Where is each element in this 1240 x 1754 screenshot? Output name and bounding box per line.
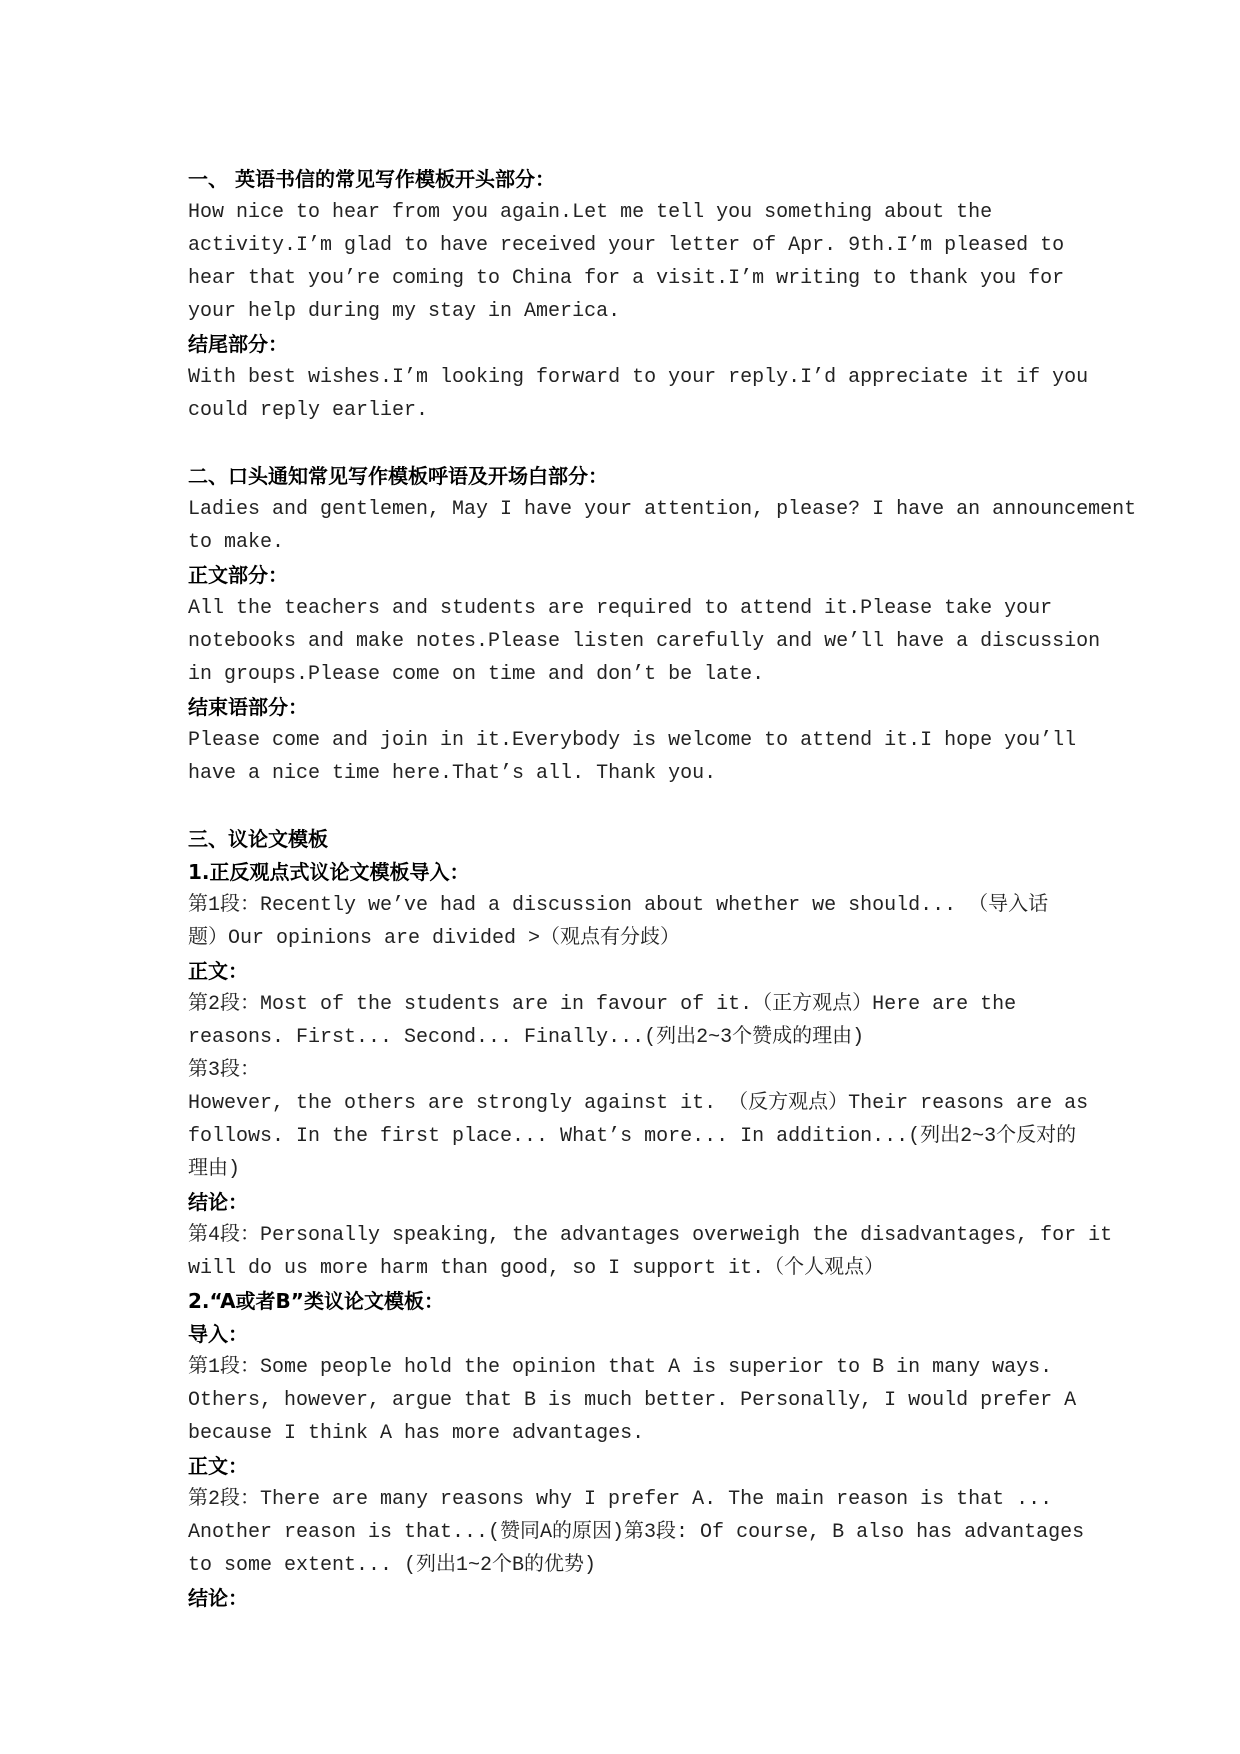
paragraph-gap: [188, 427, 1068, 460]
text-line: because I think A has more advantages.: [188, 1422, 645, 1445]
sub2-conclusion-label: 结论：: [188, 1586, 248, 1610]
text-line: However, the others are strongly against it. （反方观点）Their reasons are as: [188, 1092, 1089, 1115]
text-line: 第2段：Most of the students are in favour of it.（正方观点）Here are the: [188, 993, 1017, 1016]
section2-body-label: 正文部分：: [188, 563, 288, 587]
text-line: activity.I’m glad to have received your letter of Apr. 9th.I’m pleased to: [188, 234, 1065, 257]
text-line: 第3段：: [188, 1059, 261, 1082]
section2-closing-label: 结束语部分：: [188, 695, 308, 719]
text-line: follows. In the first place... What’s more... In addition...(列出2~3个反对的: [188, 1125, 1077, 1148]
section1-heading: 一、 英语书信的常见写作模板开头部分：: [188, 167, 555, 191]
text-line: notebooks and make notes.Please listen carefully and we’ll have a discussion: [188, 630, 1101, 653]
text-line: your help during my stay in America.: [188, 300, 621, 323]
text-line: will do us more harm than good, so I support it.（个人观点）: [188, 1257, 885, 1280]
text-line: With best wishes.I’m looking forward to your reply.I’d appreciate it if you: [188, 366, 1089, 389]
section1-ending-label: 结尾部分：: [188, 332, 288, 356]
text-line: 第2段：There are many reasons why I prefer A. The main reason is that ...: [188, 1488, 1053, 1511]
text-line: 理由): [188, 1158, 241, 1181]
text-line: All the teachers and students are required to attend it.Please take your: [188, 597, 1053, 620]
text-line: could reply earlier.: [188, 399, 429, 422]
sub1-conclusion-label: 结论：: [188, 1190, 248, 1214]
text-line: 题）Our opinions are divided >（观点有分歧）: [188, 927, 681, 950]
sub2-body-label: 正文：: [188, 1454, 248, 1478]
paragraph-gap: [188, 790, 1068, 823]
text-line: Ladies and gentlemen, May I have your attention, please? I have an announcement: [188, 498, 1137, 521]
text-line: 第4段：Personally speaking, the advantages overweigh the disadvantages, for it: [188, 1224, 1113, 1247]
text-line: hear that you’re coming to China for a visit.I’m writing to thank you for: [188, 267, 1065, 290]
sub2-heading: 2.“A或者B”类议论文模板：: [188, 1289, 444, 1313]
text-line: have a nice time here.That’s all. Thank you.: [188, 762, 717, 785]
sub2-intro-label: 导入：: [188, 1322, 248, 1346]
section2-heading: 二、口头通知常见写作模板呼语及开场白部分：: [188, 464, 608, 488]
text-line: to make.: [188, 531, 285, 554]
section3-heading: 三、议论文模板: [188, 827, 328, 851]
sub1-body-label: 正文：: [188, 959, 248, 983]
text-line: Please come and join in it.Everybody is welcome to attend it.I hope you’ll: [188, 729, 1077, 752]
text-line: 第1段：Some people hold the opinion that A is superior to B in many ways.: [188, 1356, 1053, 1379]
text-line: to some extent... (列出1~2个B的优势): [188, 1554, 597, 1577]
text-line: Others, however, argue that B is much better. Personally, I would prefer A: [188, 1389, 1077, 1412]
text-line: How nice to hear from you again.Let me tell you something about the: [188, 201, 993, 224]
text-line: in groups.Please come on time and don’t be late.: [188, 663, 765, 686]
text-line: Another reason is that...(赞同A的原因)第3段: Of course, B also has advantages: [188, 1521, 1085, 1544]
text-line: reasons. First... Second... Finally...(列出2~3个赞成的理由): [188, 1026, 865, 1049]
text-line: 第1段：Recently we’ve had a discussion about whether we should... （导入话: [188, 894, 1049, 917]
sub1-heading: 1.正反观点式议论文模板导入：: [188, 860, 470, 884]
document-page: [188, 163, 1137, 1615]
